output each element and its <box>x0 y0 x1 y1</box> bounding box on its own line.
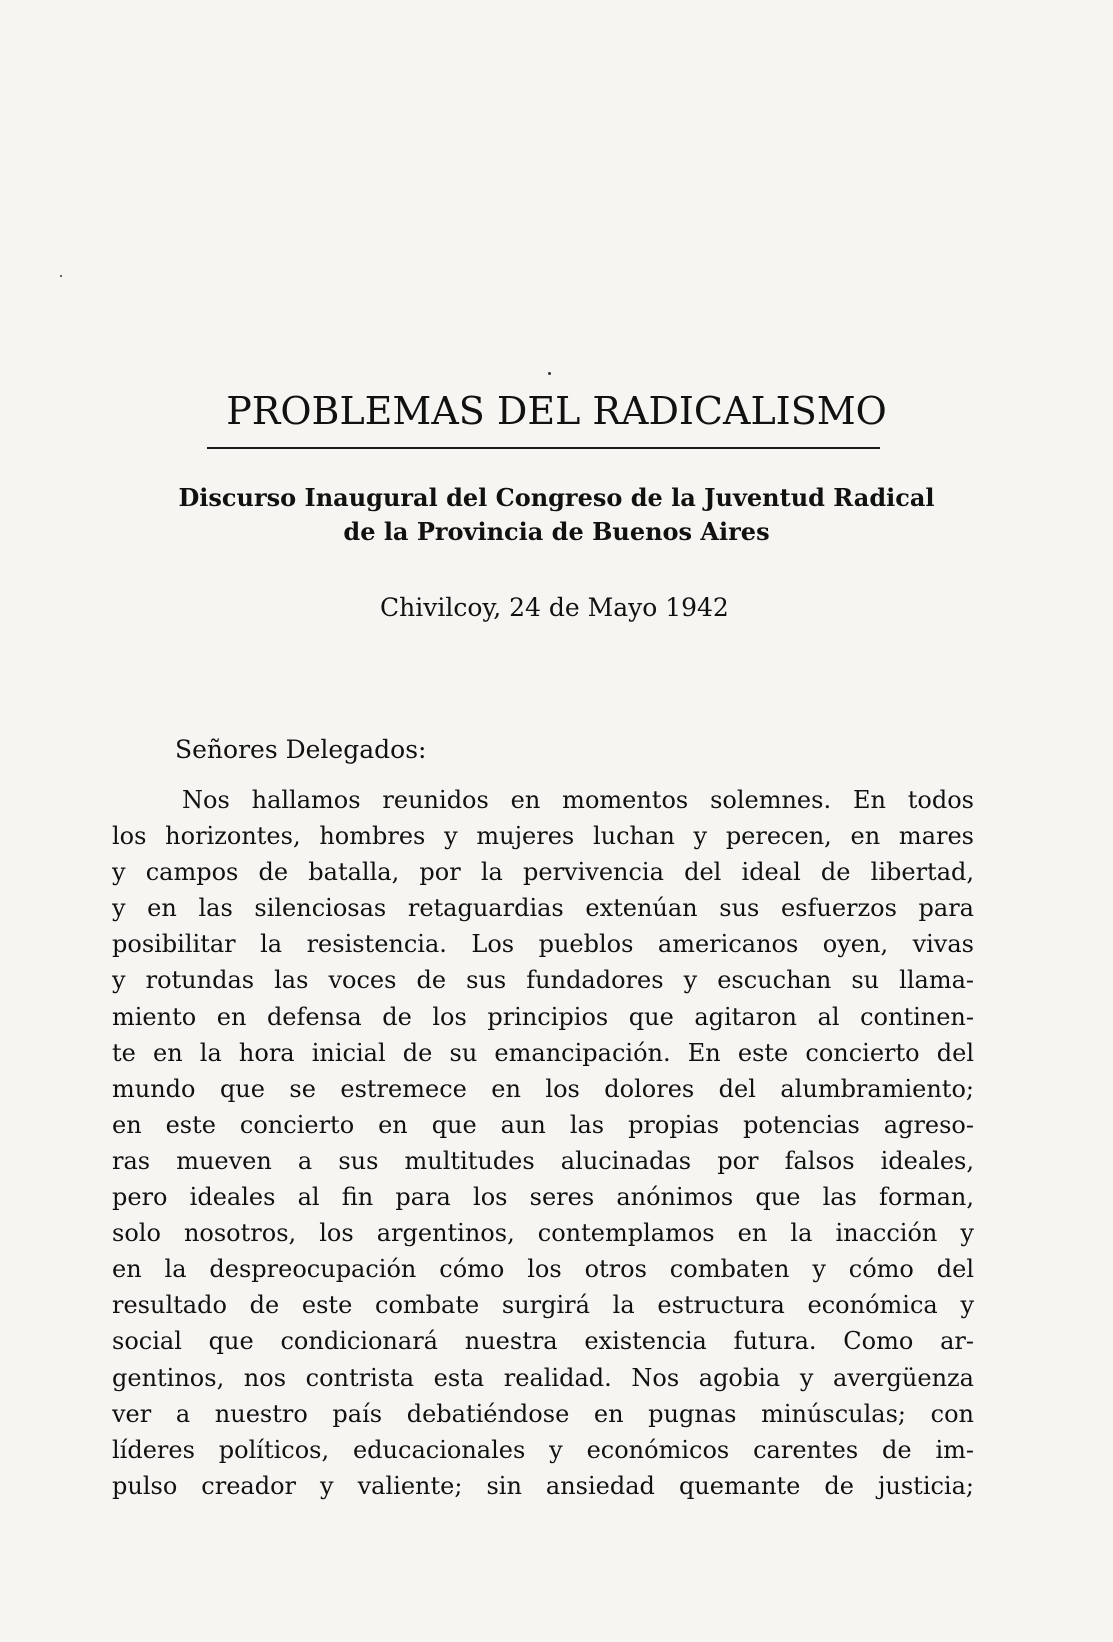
body-line: social que condicionará nuestra existencia futura. Como ar- <box>112 1327 974 1356</box>
body-line: en este concierto en que aun las propias potencias agreso- <box>112 1110 974 1139</box>
body-line: pulso creador y valiente; sin ansiedad quemante de justicia; <box>112 1471 974 1500</box>
body-line: resultado de este combate surgirá la estructura económica y <box>112 1291 974 1320</box>
scan-speck <box>60 275 62 277</box>
body-line: miento en defensa de los principios que agitaron al continen- <box>112 1002 974 1031</box>
body-line: mundo que se estremece en los dolores del alumbramiento; <box>112 1074 974 1103</box>
body-line: ver a nuestro país debatiéndose en pugnas minúsculas; con <box>112 1399 974 1428</box>
body-line: Nos hallamos reunidos en momentos solemnes. En todos <box>182 786 974 814</box>
body-line: los horizontes, hombres y mujeres luchan y perecen, en mares <box>112 822 974 851</box>
title-underline <box>207 447 880 449</box>
chapter-title: PROBLEMAS DEL RADICALISMO <box>226 389 887 433</box>
subtitle-line: Discurso Inaugural del Congreso de la Juventud Radical <box>178 483 935 512</box>
body-line: posibilitar la resistencia. Los pueblos americanos oyen, vivas <box>112 930 974 959</box>
dateline: Chivilcoy, 24 de Mayo 1942 <box>380 593 729 622</box>
chapter-subtitle <box>0 481 1113 549</box>
body-text <box>112 782 974 1504</box>
body-line: pero ideales al fin para los seres anónimos que las forman, <box>112 1183 974 1212</box>
body-line: y campos de batalla, por la pervivencia del ideal de libertad, <box>112 858 974 887</box>
body-line: y en las silenciosas retaguardias extenúan sus esfuerzos para <box>112 894 974 923</box>
body-line: en la despreocupación cómo los otros combaten y cómo del <box>112 1255 974 1284</box>
subtitle-line: de la Provincia de Buenos Aires <box>343 517 770 546</box>
scan-speck <box>548 372 551 375</box>
body-line: ras mueven a sus multitudes alucinadas por falsos ideales, <box>112 1146 974 1175</box>
body-line: gentinos, nos contrista esta realidad. Nos agobia y avergüenza <box>112 1363 974 1392</box>
body-line: te en la hora inicial de su emancipación. En este concierto del <box>112 1038 974 1067</box>
salutation: Señores Delegados: <box>175 735 427 764</box>
body-line: y rotundas las voces de sus fundadores y escuchan su llama- <box>112 966 974 995</box>
body-line: líderes políticos, educacionales y económicos carentes de im- <box>112 1435 974 1464</box>
body-line: solo nosotros, los argentinos, contemplamos en la inacción y <box>112 1219 974 1248</box>
